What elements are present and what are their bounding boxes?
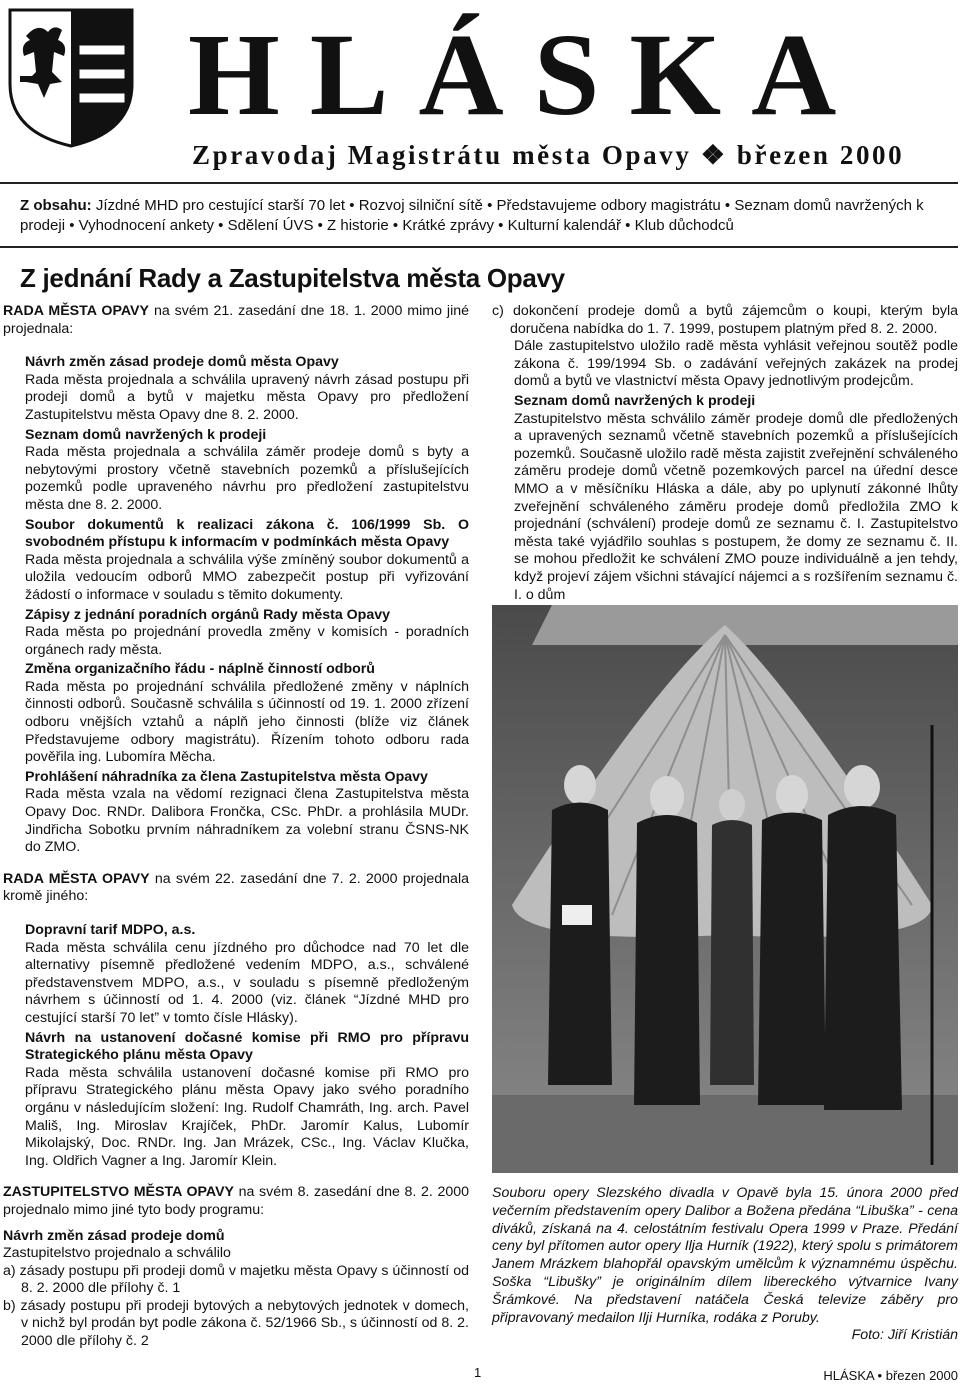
section-text: Rada města po projednání provedla změny v komisích - poradních orgánech rady města. [25, 624, 469, 658]
section-text: Rada města projednala a schválila upravený návrh zásad postupu při prodeji domů a bytů v majetku města Opavy pro předložení Zastupitelstvu města Opavy dne 8. 2. 2000. [25, 371, 469, 423]
contents-label: Z obsahu: [20, 197, 92, 214]
section-text: Rada města vzala na vědomí rezignaci člena Zastupitelstva města Opavy Doc. RNDr. Dalibora Frončka, CSc. PhDr. a prohlásila MUDr. Jindřicha Sobotku prvním náhradníkem za volební stranu ČSNS-NK do ZMO. [25, 786, 469, 856]
assembly-label: ZASTUPITELSTVO MĚSTA OPAVY [3, 1184, 235, 1201]
section-heading: Soubor dokumentů k realizaci zákona č. 106/1999 Sb. O svobodném přístupu k informacím v podmínkách města Opavy [25, 516, 469, 551]
footer-label: HLÁSKA • březen 2000 [823, 1368, 958, 1383]
section-heading: Prohlášení náhradníka za člena Zastupitelstva města Opavy [25, 768, 428, 785]
right-column [492, 303, 958, 604]
section-heading: Návrh změn zásad prodeje domů města Opavy [25, 354, 339, 371]
city-coat-of-arms-icon [6, 6, 136, 148]
section-heading: Návrh změn zásad prodeje domů [3, 1227, 225, 1244]
list-item: b) zásady postupu při prodeji bytových a nebytových jednotek v domech, v nichž byl prodán byt podle zákona č. 52/1966 Sb., s účinností od 8. 2. 2000 dle přílohy č. 2 [3, 1297, 469, 1350]
section-heading: Zápisy z jednání poradních orgánů Rady města Opavy [25, 606, 391, 623]
section-text: Zastupitelstvo města schválilo záměr prodeje domů dle předložených a upravených seznamů včetně stavebních pozemků a příslušejících pozemků. Současně uložilo radě města zajistit zveřejnění schváleného záměru prodeje domů včetně pozemkových parcel na úřední desce MMO a v měsíčníku Hláska a dále, aby po uplynutí zákonné lhůty zveřejnění schváleného záměru prodeje domů předložila ZMO k projednání (schválení) prodeje domů ze seznamu č. I. Zastupitelstvo města také vyjádřilo souhlas s postupem, že domy ze seznamu č. II. se mohou předložit ke schválení ZMO pouze individuálně a jen tehdy, když projeví zájem všichni stávající nájemci a s rozšířením seznamu č. I. o dům [514, 410, 958, 603]
section-text: Rada města projednala a schválila výše zmíněný soubor dokumentů a uložila vedoucím odborů MMO zabezpečit postup při vyřizování žádostí o informace v souladu s těmito dokumenty. [25, 551, 469, 603]
section-text: Zastupitelstvo projednalo a schválilo [3, 1245, 231, 1262]
council-intro-2: na svém 22. zasedání dne 7. 2. 2000 projednala kromě jiného: [3, 870, 469, 905]
photo-credit: Foto: Jiří Kristián [851, 1327, 958, 1344]
photo-caption [492, 1185, 958, 1345]
section-heading: Seznam domů navržených k prodeji [514, 392, 756, 409]
section-text: Dále zastupitelstvo uložilo radě města vyhlásit veřejnou soutěž podle zákona č. 199/1994 Sb. o zadávání veřejných zakázek na prodej domů a bytů ve vlastnictví města Opavy jednotlivým prodejcům. [514, 338, 958, 390]
left-column [3, 303, 469, 1351]
section-heading: Seznam domů navržených k prodeji [25, 426, 267, 443]
article-headline: Z jednání Rady a Zastupitelstva města Opavy [20, 263, 565, 293]
list-item: a) zásady postupu při prodeji domů v majetku města Opavy s účinností od 8. 2. 2000 dle přílohy č. 1 [3, 1262, 469, 1297]
contents-text: Jízdné MHD pro cestující starší 70 let • Rozvoj silniční sítě • Představujeme odbory magistrátu • Seznam domů navržených k prodeji • Vyhodnocení ankety • Sdělení ÚVS • Z historie • Krátké zprávy • Kulturní kalendář • Klub důchodců [20, 197, 924, 234]
page-number: 1 [474, 1365, 482, 1380]
list-item: c) dokončení prodeje domů a bytů zájemcům o koupi, kterým byla doručena nabídka do 1. 7. 1999, postupem platným před 8. 2. 2000. [492, 303, 958, 337]
section-text: Rada města schválila ustanovení dočasné komise při RMO pro přípravu Strategického plánu města Opavy jako svého poradního orgánu v následujícím složení: Ing. Rudolf Chamráth, Ing. arch. Pavel Mališ, Ing. Miroslav Krajíček, PhDr. Jaromír Kalus, Lubomír Mikolajský, Doc. RNDr. Ing. Jan Mrázek, CSc., Ing. Václav Klučka, Ing. Oldřich Vagner a Ing. Jaromír Klein. [25, 1064, 469, 1169]
masthead-subtitle: Zpravodaj Magistrátu města Opavy ❖ březen 2000 [192, 140, 905, 170]
section-text: Rada města po projednání schválila předložené změny v náplních činnosti odborů. Současně schválila s účinností od 19. 1. 2000 zřízení odboru vnějších vztahů a náplň jeho činnosti (blíže viz článek Představujeme odbory magistrátu). Řízením tohoto odboru rada pověřila ing. Lubomíra Měcha. [25, 678, 469, 766]
section-heading: Dopravní tarif MDPO, a.s. [25, 922, 196, 938]
section-text: Rada města schválila cenu jízdného pro důchodce nad 70 let dle alternativy písemně předložené vedením MDPO, a.s., schválené představenstvem MDPO, a.s., v souladu s písemně předloženým návrhem s účinností od 1. 4. 2000 (viz. článek “Jízdné MHD pro cestující starší 70 let” v tomto čísle Hlásky). [25, 939, 469, 1026]
caption-text: Souboru opery Slezského divadla v Opavě byla 15. února 2000 před večerním představením opery Dalibor a Božena předána “Libuška” - cena diváků, získaná na 4. celostátním festivalu Opera 1999 v Praze. Předání ceny byl přítomen autor opery Ilja Hurník (1922), který spolu s primátorem Janem Mrázkem blahopřál opavským umělcům k významnému úspěchu. Soška “Libušky” je originálním dílem libereckého výtvarnice Ivany Šrámkové. Na představení natáčela Česká televize záběry pro připravovaný medailon Ilji Hurníka, rodáka z Poruby. [492, 1185, 958, 1326]
council-label-2: RADA MĚSTA OPAVY [3, 870, 150, 887]
contents-line [20, 196, 950, 236]
council-label-1: RADA MĚSTA OPAVY [3, 303, 149, 319]
council-intro-1: na svém 21. zasedání dne 18. 1. 2000 mimo jiné projednala: [3, 303, 470, 337]
section-heading: Návrh na ustanovení dočasné komise při RMO pro přípravu Strategického plánu města Opavy [25, 1029, 469, 1064]
section-heading: Změna organizačního řádu - náplně činností odborů [25, 661, 375, 678]
assembly-intro: na svém 8. zasedání dne 8. 2. 2000 projednalo mimo jiné tyto body programu: [3, 1184, 469, 1218]
masthead-title: HLÁSKA [188, 9, 867, 140]
section-text: Rada města projednala a schválila záměr prodeje domů s byty a nebytovými prostory včetně stavebních pozemků a příslušejících pozemků podle upraveného návrhu pro předložení zastupitelstvu města dne 8. 2. 2000. [25, 444, 469, 513]
stage-photo [492, 605, 958, 1173]
